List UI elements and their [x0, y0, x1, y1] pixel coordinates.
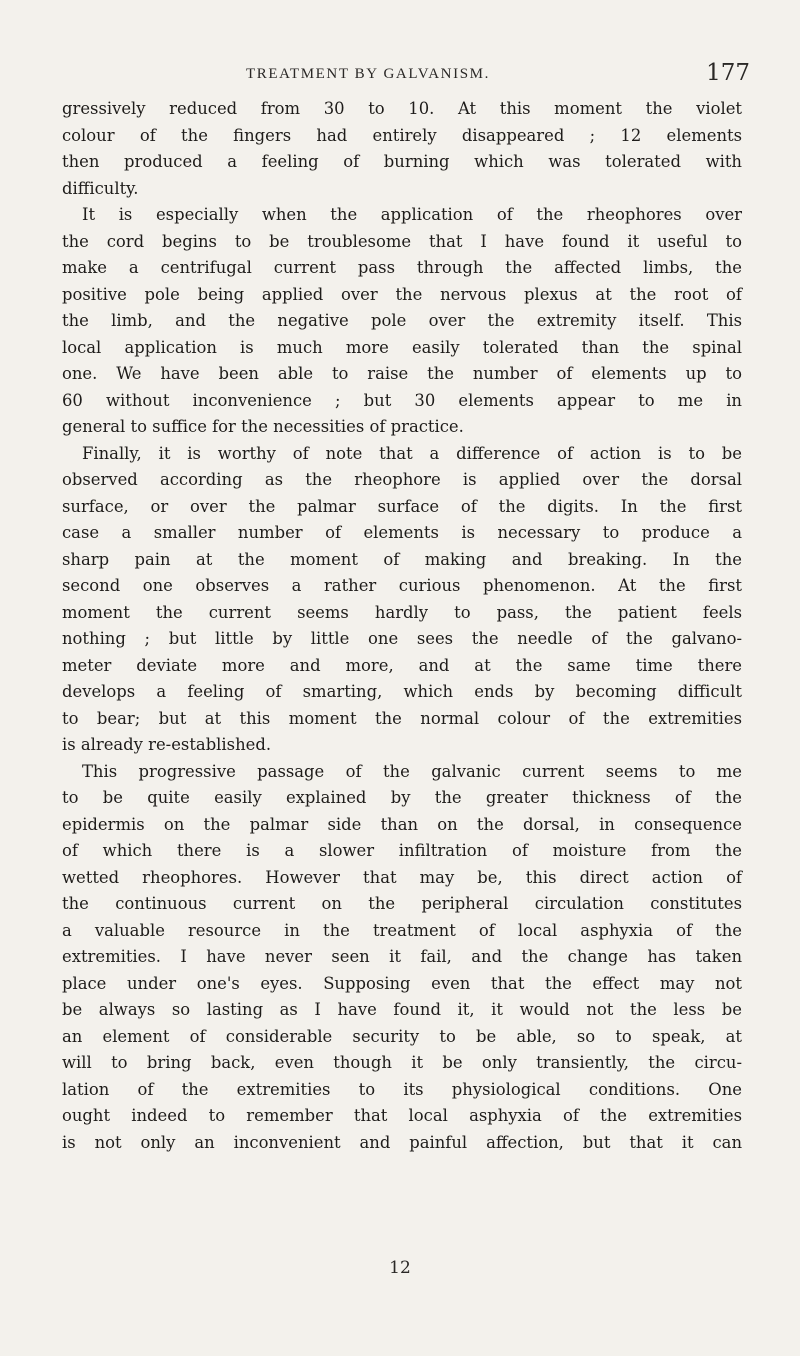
- text-line: extremities. I have never seen it fail, and the change has taken: [62, 947, 742, 966]
- text-line: 60 without inconvenience ; but 30 elements appear to me in: [62, 390, 742, 410]
- text-line: observed according as the rheophore is applied over the dorsal: [62, 470, 742, 489]
- running-head: [40, 60, 760, 90]
- text-line: moment the current seems hardly to pass, the patient feels: [62, 602, 742, 622]
- text-line: will to bring back, even though it be only transiently, the circu-: [62, 1053, 742, 1072]
- text-line: an element of considerable security to be able, so to speak, at: [62, 1026, 742, 1046]
- text-line: place under one's eyes. Supposing even that the effect may not: [62, 973, 742, 993]
- signature-mark: 12: [389, 1258, 411, 1278]
- paragraph: [62, 441, 742, 759]
- text-line: nothing ; but little by little one sees the needle of the galvano-: [62, 629, 742, 648]
- text-line: gressively reduced from 30 to 10. At this moment the violet: [62, 99, 742, 118]
- text-line: epidermis on the palmar side than on the dorsal, in consequence: [62, 814, 742, 834]
- text-line: ought indeed to remember that local asphyxia of the extremities: [62, 1106, 742, 1125]
- text-line: of which there is a slower infiltration of moisture from the: [62, 841, 742, 860]
- text-line: case a smaller number of elements is necessary to produce a: [62, 523, 742, 542]
- paragraph: [62, 202, 742, 441]
- text-line: meter deviate more and more, and at the same time there: [62, 655, 742, 675]
- text-line: to bear; but at this moment the normal colour of the extremities: [62, 708, 742, 728]
- text-line: a valuable resource in the treatment of local asphyxia of the: [62, 920, 742, 940]
- body-text: [62, 96, 742, 1156]
- text-line: It is especially when the application of the rheophores over: [82, 205, 742, 224]
- text-line: second one observes a rather curious phenomenon. At the first: [62, 576, 742, 595]
- text-line: then produced a feeling of burning which was tolerated with: [62, 152, 742, 171]
- text-line: is not only an inconvenient and painful affection, but that it can: [62, 1132, 742, 1152]
- text-line: the cord begins to be troublesome that I have found it useful to: [62, 231, 742, 251]
- text-line: be always so lasting as I have found it, it would not the less be: [62, 1000, 742, 1019]
- text-line: general to suffice for the necessities of practice.: [62, 417, 464, 436]
- text-line: one. We have been able to raise the number of elements up to: [62, 364, 742, 383]
- text-line: local application is much more easily tolerated than the spinal: [62, 337, 742, 357]
- running-title: TREATMENT BY GALVANISM.: [246, 66, 490, 82]
- text-line: sharp pain at the moment of making and breaking. In the: [62, 549, 742, 569]
- text-line: make a centrifugal current pass through the affected limbs, the: [62, 258, 742, 277]
- text-line: surface, or over the palmar surface of the digits. In the first: [62, 496, 742, 516]
- text-line: difficulty.: [62, 178, 139, 198]
- text-line: positive pole being applied over the nervous plexus at the root of: [62, 284, 742, 304]
- paragraph: [62, 96, 742, 202]
- text-line: the continuous current on the peripheral circulation constitutes: [62, 894, 742, 913]
- text-line: This progressive passage of the galvanic current seems to me: [82, 761, 742, 781]
- text-line: develops a feeling of smarting, which ends by becoming difficult: [62, 682, 742, 701]
- text-line: wetted rheophores. However that may be, this direct action of: [62, 867, 742, 887]
- page-number: 177: [706, 60, 750, 86]
- text-line: Finally, it is worthy of note that a difference of action is to be: [82, 443, 742, 463]
- text-line: the limb, and the negative pole over the extremity itself. This: [62, 311, 742, 330]
- text-line: colour of the fingers had entirely disappeared ; 12 elements: [62, 125, 742, 145]
- paragraph: [62, 759, 742, 1157]
- text-line: is already re-established.: [62, 735, 272, 754]
- text-line: to be quite easily explained by the greater thickness of the: [62, 788, 742, 807]
- text-line: lation of the extremities to its physiological conditions. One: [62, 1079, 742, 1099]
